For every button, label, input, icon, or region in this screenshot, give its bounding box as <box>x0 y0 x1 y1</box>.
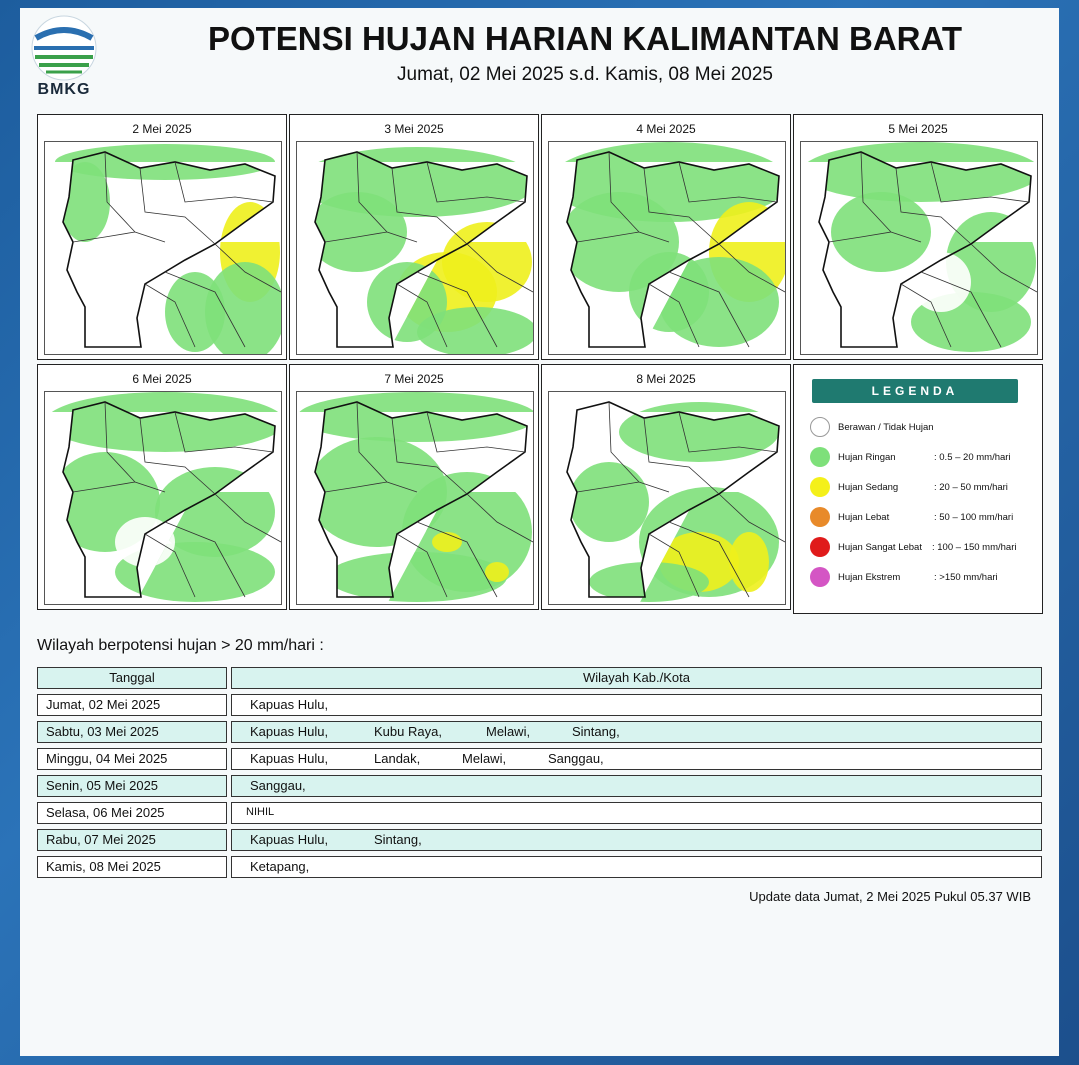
rainfall-map <box>44 391 282 605</box>
legend-item <box>810 417 1040 439</box>
rain-area <box>729 532 769 592</box>
rainfall-map <box>548 141 786 355</box>
rain-area <box>307 192 407 272</box>
area-name: Kapuas Hulu, <box>250 751 329 766</box>
row-areas <box>231 694 1042 716</box>
rainfall-map-canvas <box>45 142 281 354</box>
rainfall-map-canvas <box>549 142 785 354</box>
legend-name: Hujan Lebat <box>838 512 890 523</box>
logo-text: BMKG <box>37 81 91 98</box>
regions-heading: Wilayah berpotensi hujan > 20 mm/hari : <box>37 637 324 654</box>
rain-area <box>569 462 649 542</box>
map-date-label: 5 Mei 2025 <box>888 122 948 136</box>
row-date: Senin, 05 Mei 2025 <box>37 775 227 797</box>
legend-range: : 20 – 50 mm/hari <box>934 482 1008 493</box>
table-header <box>37 667 1042 689</box>
row-date: Minggu, 04 Mei 2025 <box>37 748 227 770</box>
update-timestamp: Update data Jumat, 2 Mei 2025 Pukul 05.37 WIB <box>749 889 1031 904</box>
legend-item <box>810 447 1040 469</box>
legend-swatch <box>810 417 830 437</box>
area-name: Kapuas Hulu, <box>250 724 329 739</box>
page-subtitle: Jumat, 02 Mei 2025 s.d. Kamis, 08 Mei 2025 <box>397 64 773 85</box>
legend-range: : >150 mm/hari <box>934 572 998 583</box>
legend-range: : 100 – 150 mm/hari <box>932 542 1017 553</box>
area-name: Kapuas Hulu, <box>250 832 329 847</box>
rain-area <box>831 192 931 272</box>
row-areas <box>231 748 1042 770</box>
row-areas <box>231 802 1042 824</box>
legend-name: Hujan Sedang <box>838 482 899 493</box>
legend-name: Hujan Ekstrem <box>838 572 901 583</box>
area-name: Sanggau, <box>250 778 306 793</box>
row-areas <box>231 775 1042 797</box>
legend-item <box>810 507 1040 529</box>
row-areas <box>231 721 1042 743</box>
area-name: Landak, <box>374 751 421 766</box>
rainfall-map-canvas <box>297 392 533 604</box>
legend-item <box>810 567 1040 589</box>
table-row <box>37 721 1042 743</box>
legend-swatch <box>810 447 830 467</box>
rainfall-map <box>548 391 786 605</box>
map-date-label: 6 Mei 2025 <box>132 372 192 386</box>
rain-area <box>297 392 533 442</box>
rainfall-map-canvas <box>549 392 785 604</box>
rainfall-map-canvas <box>297 142 533 354</box>
table-row <box>37 829 1042 851</box>
column-header-tanggal: Tanggal <box>37 667 227 689</box>
rain-area <box>589 562 709 602</box>
map-panel-4mei <box>541 114 791 360</box>
map-panel-3mei <box>289 114 539 360</box>
rain-area <box>619 402 779 462</box>
area-name: Kubu Raya, <box>374 724 442 739</box>
map-date-label: 7 Mei 2025 <box>384 372 444 386</box>
legend-swatch <box>810 537 830 557</box>
legend-item <box>810 477 1040 499</box>
legend-panel <box>793 364 1043 614</box>
row-date: Kamis, 08 Mei 2025 <box>37 856 227 878</box>
legend-title: LEGENDA <box>812 379 1018 403</box>
map-date-label: 8 Mei 2025 <box>636 372 696 386</box>
area-name: Ketapang, <box>250 859 310 874</box>
area-name: NIHIL <box>246 806 275 818</box>
row-date: Selasa, 06 Mei 2025 <box>37 802 227 824</box>
legend-name: Hujan Sangat Lebat <box>838 542 922 553</box>
row-areas <box>231 856 1042 878</box>
legend-swatch <box>810 477 830 497</box>
map-panel-2mei <box>37 114 287 360</box>
row-date: Sabtu, 03 Mei 2025 <box>37 721 227 743</box>
table-row <box>37 775 1042 797</box>
legend-name: Hujan Ringan <box>838 452 896 463</box>
rain-area <box>485 562 509 582</box>
rainfall-map <box>296 391 534 605</box>
table-row <box>37 856 1042 878</box>
table-row <box>37 694 1042 716</box>
rainfall-map-canvas <box>801 142 1037 354</box>
rainfall-map <box>800 141 1038 355</box>
map-date-label: 4 Mei 2025 <box>636 122 696 136</box>
table-row <box>37 802 1042 824</box>
legend-range: : 0.5 – 20 mm/hari <box>934 452 1011 463</box>
row-date: Jumat, 02 Mei 2025 <box>37 694 227 716</box>
forecast-sheet <box>20 8 1059 1056</box>
map-panel-6mei <box>37 364 287 610</box>
rainfall-map <box>44 141 282 355</box>
area-name: Kapuas Hulu, <box>250 697 329 712</box>
map-date-label: 3 Mei 2025 <box>384 122 444 136</box>
rain-area <box>115 517 175 567</box>
area-name: Melawi, <box>462 751 507 766</box>
row-areas <box>231 829 1042 851</box>
map-panel-7mei <box>289 364 539 610</box>
row-date: Rabu, 07 Mei 2025 <box>37 829 227 851</box>
legend-range: : 50 – 100 mm/hari <box>934 512 1014 523</box>
area-name: Melawi, <box>486 724 531 739</box>
rain-area <box>45 392 281 452</box>
map-panel-8mei <box>541 364 791 610</box>
legend-swatch <box>810 567 830 587</box>
area-name: Sintang, <box>374 832 422 847</box>
table-row <box>37 748 1042 770</box>
map-panel-5mei <box>793 114 1043 360</box>
legend-name: Berawan / Tidak Hujan <box>838 422 934 433</box>
legend-swatch <box>810 507 830 527</box>
column-header-wilayah: Wilayah Kab./Kota <box>231 667 1042 689</box>
area-name: Sintang, <box>572 724 620 739</box>
map-date-label: 2 Mei 2025 <box>132 122 192 136</box>
rain-area <box>911 252 971 312</box>
rain-area <box>432 532 462 552</box>
rainfall-map-canvas <box>45 392 281 604</box>
rain-area <box>801 142 1037 202</box>
legend-item <box>810 537 1040 559</box>
area-name: Sanggau, <box>548 751 604 766</box>
rain-area <box>327 552 507 602</box>
rain-area <box>367 262 447 342</box>
rainfall-map <box>296 141 534 355</box>
page-title: POTENSI HUJAN HARIAN KALIMANTAN BARAT <box>207 20 963 57</box>
